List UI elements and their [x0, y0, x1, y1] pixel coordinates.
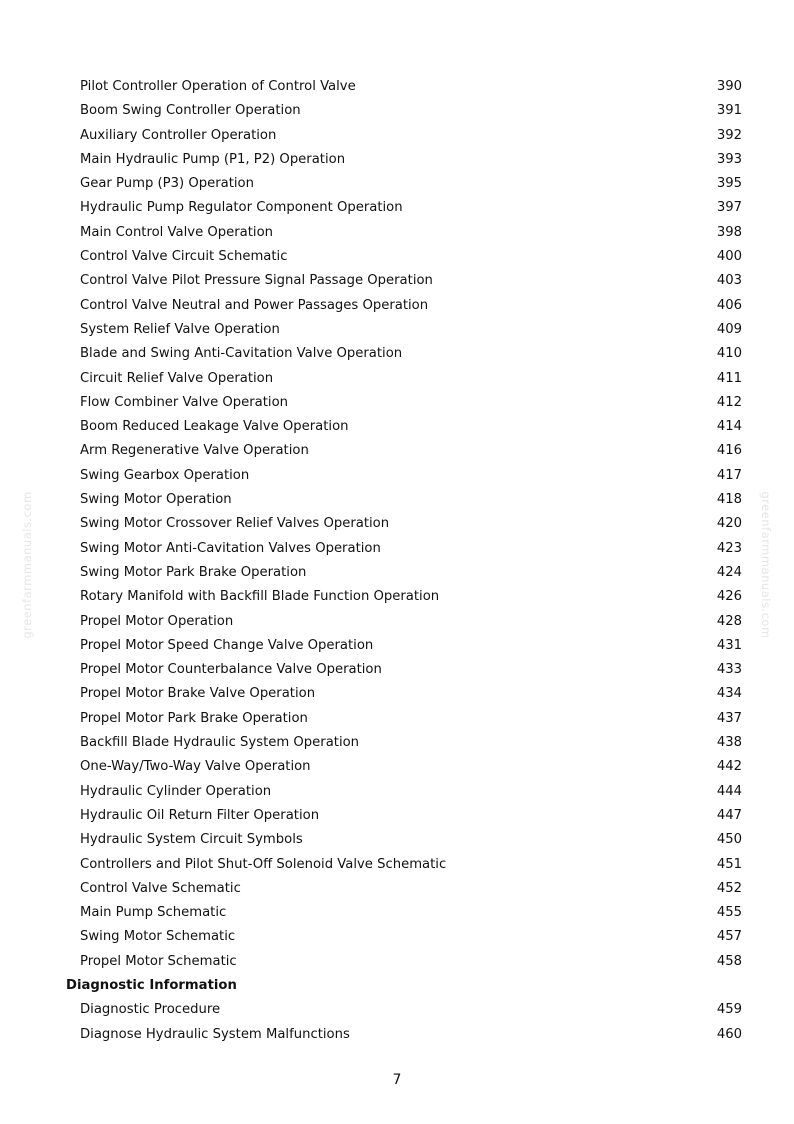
toc-entry-page: 398 [716, 224, 742, 240]
toc-entry-page: 397 [716, 200, 742, 216]
toc-entry-page: 434 [716, 686, 742, 702]
toc-entry[interactable] [0, 342, 794, 366]
toc-entry-title: Control Valve Schematic [80, 880, 241, 896]
toc-section-title: Diagnostic Information [66, 977, 237, 993]
toc-entry-title: Propel Motor Operation [80, 613, 234, 629]
toc-entry[interactable] [0, 294, 794, 318]
toc-entry[interactable] [0, 537, 794, 561]
toc-entry-title: Hydraulic Cylinder Operation [80, 783, 272, 799]
toc-entry-page: 391 [716, 103, 742, 119]
toc-entry[interactable] [0, 99, 794, 123]
toc-entry-title: Main Pump Schematic [80, 905, 227, 921]
toc-entry-title: Swing Motor Anti-Cavitation Valves Operation [80, 540, 381, 556]
toc-entry-page: 418 [716, 492, 742, 508]
toc-entry[interactable] [0, 634, 794, 658]
toc-entry-page: 444 [716, 783, 742, 799]
toc-entry-title: Pilot Controller Operation of Control Valve [80, 79, 356, 94]
toc-entry[interactable] [0, 75, 794, 99]
toc-entry-title: Control Valve Neutral and Power Passages Operation [80, 297, 429, 313]
toc-entry-title: Backfill Blade Hydraulic System Operation [80, 735, 360, 751]
toc-entry[interactable] [0, 658, 794, 682]
toc-entry[interactable] [0, 415, 794, 439]
toc-entry-page: 423 [716, 540, 742, 556]
table-of-contents [0, 75, 794, 1047]
toc-entry-title: Propel Motor Schematic [80, 953, 237, 969]
toc-entry-title: Diagnose Hydraulic System Malfunctions [80, 1026, 350, 1042]
toc-entry[interactable] [0, 585, 794, 609]
toc-entry-page: 438 [716, 735, 742, 751]
toc-entry-page: 424 [716, 564, 742, 580]
toc-entry[interactable] [0, 245, 794, 269]
toc-entry[interactable] [0, 512, 794, 536]
toc-entry-title: Rotary Manifold with Backfill Blade Function Operation [80, 589, 440, 605]
toc-entry[interactable] [0, 828, 794, 852]
toc-entry[interactable] [0, 148, 794, 172]
toc-entry-title: Swing Motor Operation [80, 492, 232, 508]
toc-entry[interactable] [0, 318, 794, 342]
toc-entry-title: Propel Motor Brake Valve Operation [80, 686, 316, 702]
toc-entry-page: 417 [716, 467, 742, 483]
toc-entry-page: 451 [716, 856, 742, 872]
toc-entry[interactable] [0, 391, 794, 415]
toc-entry[interactable] [0, 1023, 794, 1047]
toc-entry[interactable] [0, 707, 794, 731]
toc-entry[interactable] [0, 877, 794, 901]
toc-entry-title: Hydraulic System Circuit Symbols [80, 832, 303, 848]
toc-entry[interactable] [0, 804, 794, 828]
toc-entry[interactable] [0, 124, 794, 148]
toc-entry[interactable] [0, 610, 794, 634]
toc-entry-title: Propel Motor Speed Change Valve Operation [80, 637, 374, 653]
toc-entry[interactable] [0, 731, 794, 755]
toc-entry-title: Hydraulic Oil Return Filter Operation [80, 807, 320, 823]
toc-entry-title: Boom Swing Controller Operation [80, 103, 301, 119]
page-number: 7 [392, 1072, 402, 1088]
toc-entry-page: 411 [716, 370, 742, 386]
toc-entry-page: 392 [716, 127, 742, 143]
toc-entry-title: System Relief Valve Operation [80, 321, 280, 337]
toc-entry-title: Controllers and Pilot Shut-Off Solenoid Valve Schematic [80, 856, 447, 872]
toc-entry-title: Swing Motor Park Brake Operation [80, 564, 307, 580]
toc-entry-page: 400 [716, 249, 742, 265]
toc-entry-title: Swing Gearbox Operation [80, 467, 250, 483]
toc-entry-page: 459 [716, 1002, 742, 1018]
toc-entry-page: 457 [716, 929, 742, 945]
toc-entry-page: 406 [716, 297, 742, 313]
toc-entry-title: Control Valve Circuit Schematic [80, 249, 288, 265]
toc-entry[interactable] [0, 998, 794, 1022]
toc-entry[interactable] [0, 172, 794, 196]
toc-entry[interactable] [0, 488, 794, 512]
toc-entry[interactable] [0, 925, 794, 949]
toc-entry-page: 431 [716, 637, 742, 653]
toc-entry-page: 390 [716, 79, 742, 94]
toc-entry-page: 450 [716, 832, 742, 848]
toc-entry-page: 437 [716, 710, 742, 726]
toc-entry-title: Auxiliary Controller Operation [80, 127, 277, 143]
toc-entry[interactable] [0, 269, 794, 293]
toc-entry-title: Boom Reduced Leakage Valve Operation [80, 419, 349, 435]
toc-entry-page: 395 [716, 176, 742, 192]
toc-entry[interactable] [0, 196, 794, 220]
toc-entry-page: 412 [716, 394, 742, 410]
toc-entry-title: Circuit Relief Valve Operation [80, 370, 274, 386]
toc-entry-title: Hydraulic Pump Regulator Component Operation [80, 200, 403, 216]
toc-entry[interactable] [0, 561, 794, 585]
toc-entry-page: 447 [716, 807, 742, 823]
toc-section-heading[interactable] [0, 974, 794, 998]
toc-entry-title: Diagnostic Procedure [80, 1002, 221, 1018]
toc-entry-page: 433 [716, 662, 742, 678]
toc-entry-page: 426 [716, 589, 742, 605]
toc-entry[interactable] [0, 755, 794, 779]
toc-entry-title: Arm Regenerative Valve Operation [80, 443, 309, 459]
watermark-right: greenfarmmanuals.com [759, 491, 773, 639]
watermark-left: greenfarmmanuals.com [20, 491, 34, 639]
toc-entry[interactable] [0, 901, 794, 925]
toc-entry-page: 458 [716, 953, 742, 969]
toc-entry[interactable] [0, 950, 794, 974]
toc-entry-title: Main Control Valve Operation [80, 224, 274, 240]
toc-entry[interactable] [0, 439, 794, 463]
toc-entry-page: 442 [716, 759, 742, 775]
toc-entry-page: 393 [716, 151, 742, 167]
toc-entry-page: 460 [716, 1026, 742, 1042]
toc-entry[interactable] [0, 853, 794, 877]
toc-entry-page: 410 [716, 346, 742, 362]
toc-entry[interactable] [0, 682, 794, 706]
toc-entry-page: 409 [716, 321, 742, 337]
toc-entry-page: 420 [716, 516, 742, 532]
toc-entry-title: Blade and Swing Anti-Cavitation Valve Operation [80, 346, 403, 362]
toc-entry-page: 452 [716, 880, 742, 896]
toc-entry-page: 428 [716, 613, 742, 629]
toc-entry[interactable] [0, 780, 794, 804]
toc-entry-title: Swing Motor Crossover Relief Valves Operation [80, 516, 390, 532]
toc-entry-title: Swing Motor Schematic [80, 929, 236, 945]
toc-entry[interactable] [0, 221, 794, 245]
toc-entry[interactable] [0, 367, 794, 391]
toc-entry-page: 403 [716, 273, 742, 289]
toc-entry-title: Main Hydraulic Pump (P1, P2) Operation [80, 151, 346, 167]
toc-entry-title: Control Valve Pilot Pressure Signal Passage Operation [80, 273, 433, 289]
toc-entry[interactable] [0, 464, 794, 488]
toc-entry-page: 416 [716, 443, 742, 459]
toc-entry-page: 414 [716, 419, 742, 435]
toc-entry-page: 455 [716, 905, 742, 921]
toc-entry-title: Propel Motor Counterbalance Valve Operation [80, 662, 382, 678]
toc-entry-title: Flow Combiner Valve Operation [80, 394, 289, 410]
toc-entry-title: One-Way/Two-Way Valve Operation [80, 759, 311, 775]
toc-entry-title: Propel Motor Park Brake Operation [80, 710, 308, 726]
toc-entry-title: Gear Pump (P3) Operation [80, 176, 254, 192]
